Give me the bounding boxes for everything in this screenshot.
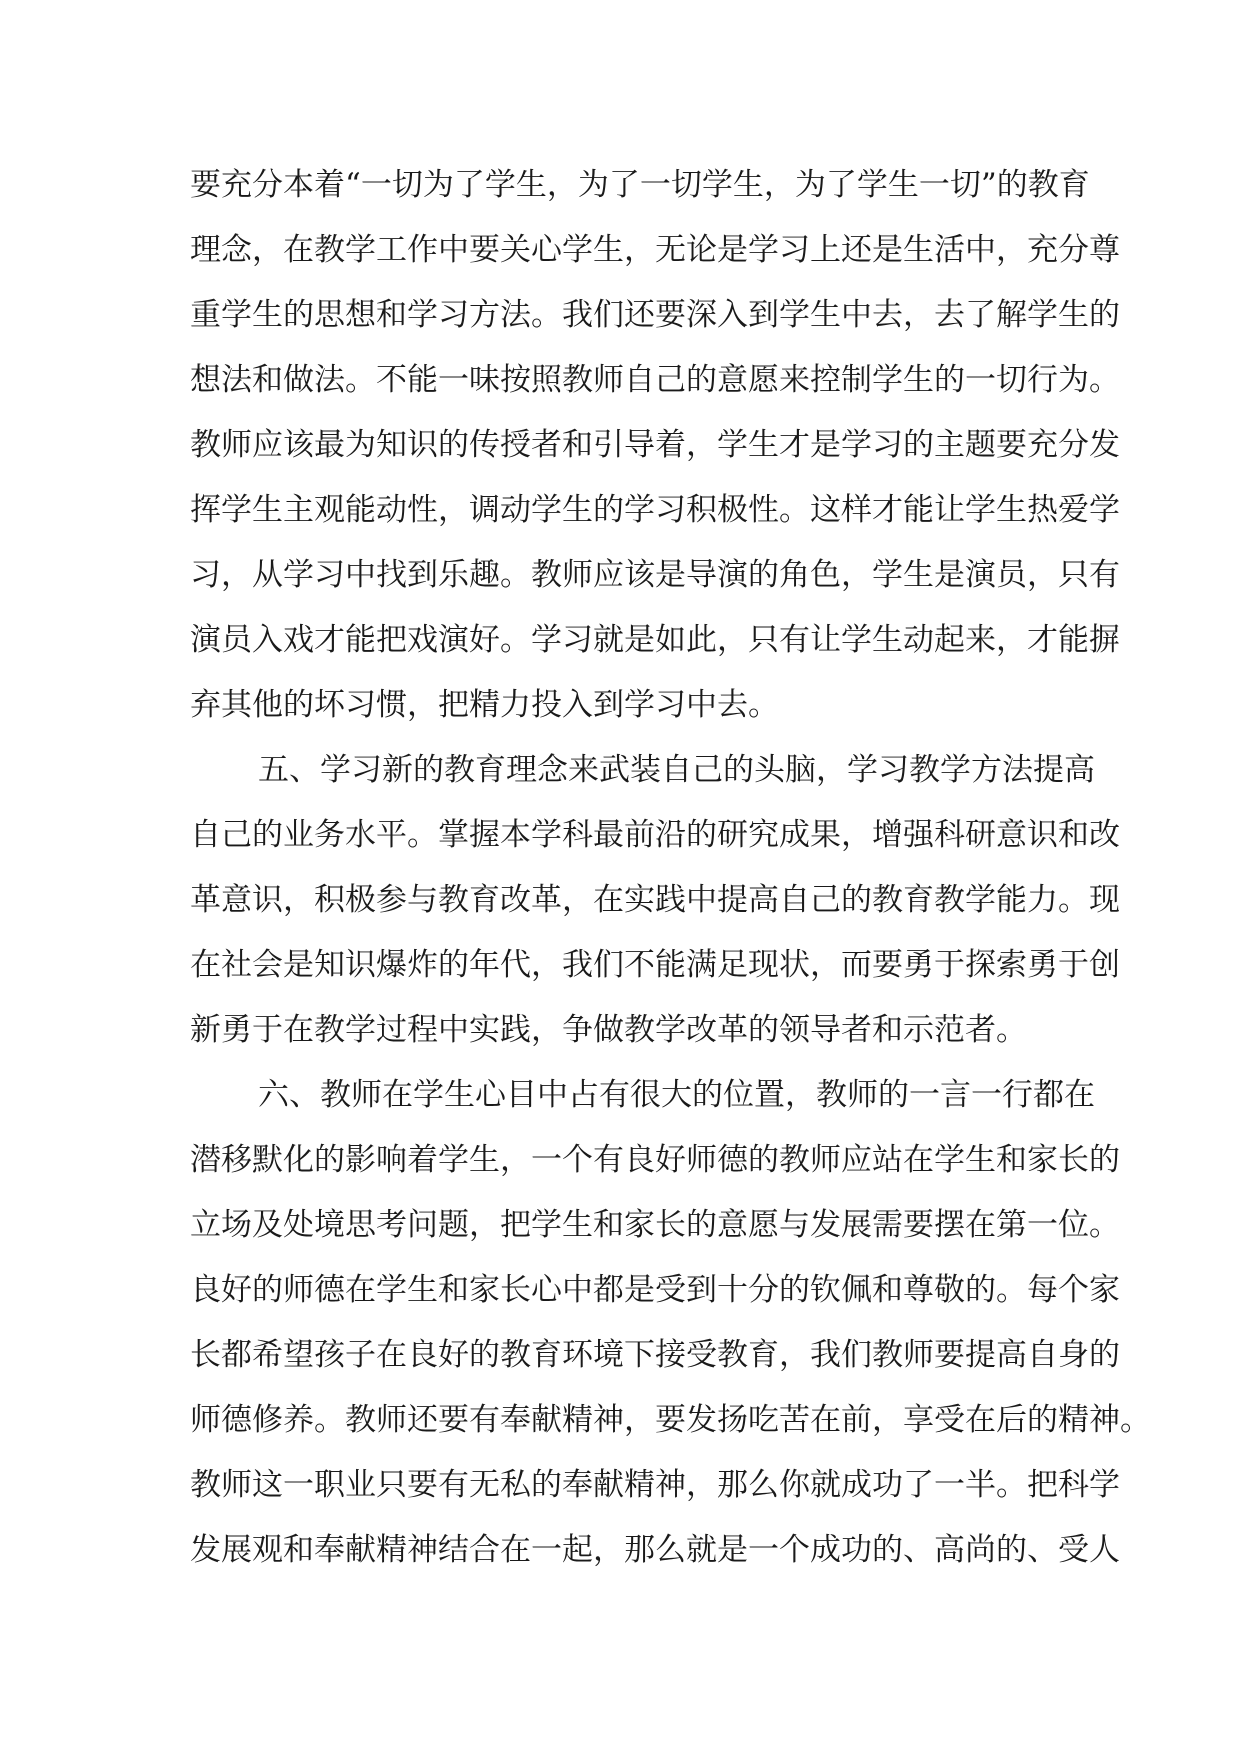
text-line: 自己的业务水平。掌握本学科最前沿的研究成果，增强科研意识和改	[190, 817, 1120, 853]
text-line: 教师这一职业只要有无私的奉献精神，那么你就成功了一半。把科学	[190, 1467, 1120, 1503]
text-line: 习，从学习中找到乐趣。教师应该是导演的角色，学生是演员，只有	[190, 557, 1120, 593]
paragraph-start-line: 六、教师在学生心目中占有很大的位置，教师的一言一行都在	[258, 1077, 1095, 1113]
text-line: 师德修养。教师还要有奉献精神，要发扬吃苦在前，享受在后的精神。	[190, 1402, 1151, 1438]
text-line: 想法和做法。不能一味按照教师自己的意愿来控制学生的一切行为。	[190, 362, 1120, 398]
text-line: 弃其他的坏习惯，把精力投入到学习中去。	[190, 687, 779, 723]
text-line: 长都希望孩子在良好的教育环境下接受教育，我们教师要提高自身的	[190, 1337, 1120, 1373]
text-line: 在社会是知识爆炸的年代，我们不能满足现状，而要勇于探索勇于创	[190, 947, 1120, 983]
text-line: 要充分本着“一切为了学生，为了一切学生，为了学生一切”的教育	[190, 167, 1090, 203]
text-line: 发展观和奉献精神结合在一起，那么就是一个成功的、高尚的、受人	[190, 1532, 1120, 1568]
body-text	[190, 153, 1151, 1583]
text-line: 教师应该最为知识的传授者和引导着，学生才是学习的主题要充分发	[190, 427, 1120, 463]
text-line: 挥学生主观能动性，调动学生的学习积极性。这样才能让学生热爱学	[190, 492, 1120, 528]
paragraph-start-line: 五、学习新的教育理念来武装自己的头脑，学习教学方法提高	[258, 752, 1095, 788]
text-line: 新勇于在教学过程中实践，争做教学改革的领导者和示范者。	[190, 1012, 1027, 1048]
text-line: 革意识，积极参与教育改革，在实践中提高自己的教育教学能力。现	[190, 882, 1120, 918]
text-line: 良好的师德在学生和家长心中都是受到十分的钦佩和尊敬的。每个家	[190, 1272, 1120, 1308]
text-line: 潜移默化的影响着学生，一个有良好师德的教师应站在学生和家长的	[190, 1142, 1120, 1178]
text-line: 立场及处境思考问题，把学生和家长的意愿与发展需要摆在第一位。	[190, 1207, 1120, 1243]
text-line: 理念，在教学工作中要关心学生，无论是学习上还是生活中，充分尊	[190, 232, 1120, 268]
text-line: 重学生的思想和学习方法。我们还要深入到学生中去，去了解学生的	[190, 297, 1120, 333]
text-line: 演员入戏才能把戏演好。学习就是如此，只有让学生动起来，才能摒	[190, 622, 1120, 658]
